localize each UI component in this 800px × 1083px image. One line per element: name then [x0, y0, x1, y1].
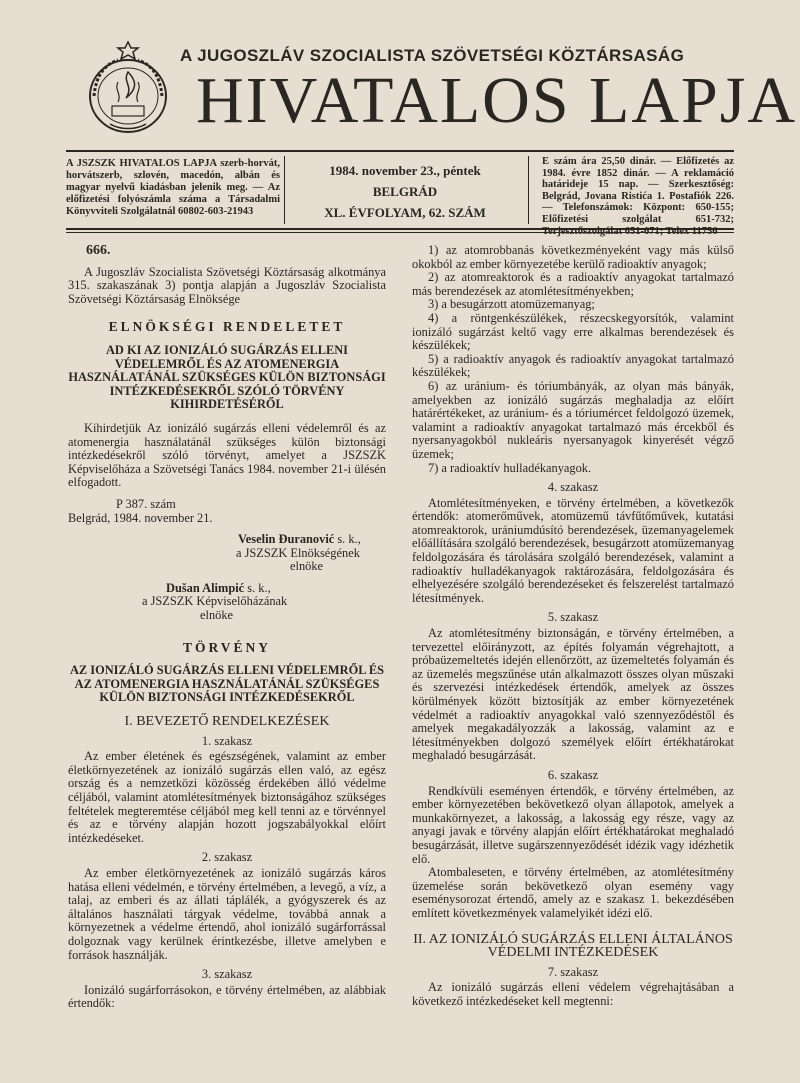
issue-date: 1984. november 23., péntek [329, 163, 481, 178]
masthead-rule [66, 150, 734, 152]
section2-text: Az ember életkörnyezetének az ionizáló sugárzás káros hatása elleni védelmén, e törvény értelmében, a levegő, a víz, a talaj, az emberi és az állati táplálék, a gyógyszerek és az általános használati tárgyak védelme, továbbá annak a környezetnek a védelme értendő, ahol ionizáló sugárforrással dolgoznak vagy kerülnek érintkezésbe, illetve amelyben e források használják. [68, 865, 386, 962]
section3-text: Ionizáló sugárforrásokon, e törvény értelmében, az alábbiak értendők: [68, 982, 386, 1011]
masthead-title: HIVATALOS LAPJA [196, 64, 798, 137]
section4-heading: 4. szakasz [547, 480, 599, 495]
decree-subject: AD KI AZ IONIZÁLÓ SUGÁRZÁS ELLENI VÉDELEMRŐL ÉS AZ ATOMENERGIA HASZNÁLATÁNÁL SZÜKSÉGES KÜLÖN BIZTONSÁGI INTÉZKEDÉSEKRŐL SZÓLÓ TÖRVÉNY KIHIRDETÉSÉRŐL [68, 342, 386, 412]
list-item-6: 6) az uránium- és tóriumbányák, az olyan más bányák, amelyekben az ionizáló sugárzás meghaladja az előírt határértékeket, az uránium- és a tóriumércet feldolgozó üzemek, valamint a radioaktív anyagokat tartalmazó más ércekből és nyersanyagokból nukleáris nyersanyagok kinyerését végző üzemek; [412, 378, 734, 461]
left-column [68, 244, 386, 1011]
proclamation-paragraph: Kihirdetjük Az ionizáló sugárzás elleni védelemről és az atomenergia használatánál szükséges külön biztonsági intézkedésekről szóló törvényt, amelyet a JSZSZK Képviselőháza a Szövetségi Tanács 1984. november 21-i ülésén elfogadott. [68, 420, 386, 490]
masthead-superline: A JUGOSZLÁV SZOCIALISTA SZÖVETSÉGI KÖZTÁRSASÁG [180, 46, 685, 65]
decree-title: ELNÖKSÉGI RENDELETET [108, 319, 346, 335]
price-info: E szám ára 25,50 dinár. — Előfizetés az 1984. évre 1852 dinár. — A reklamáció határideje 15 nap. — Szerkesztőség: Belgrád, Jovana Ristića 1. Postafiók 226. — Telefonszámok: Központ: 650-155; Előfizetési szolgálat 651-732; [542, 156, 734, 225]
list-item-3: 3) a besugárzott atomüzemanyag; [428, 297, 595, 312]
signer2-role-a: a JSZSZK Képviselőházának [142, 594, 288, 609]
signer2 [68, 582, 386, 596]
signer1-suffix: s. k., [334, 532, 361, 547]
signer1-name: Veselin Đuranović [238, 532, 335, 547]
publication-info: A JSZSZK HIVATALOS LAPJA szerb-horvát, horvátszerb, szlovén, macedón, albán és magyar nyelvű kiadásban jelenik meg. — Az előfizetési folyószámla száma a Társadalmi Könyvviteli Szolgálatnál 60802-603-21943 [66, 158, 280, 217]
signer2-name: Dušan Alimpić [166, 580, 245, 595]
reference-number: P 387. szám [116, 496, 176, 511]
list-item-1: 1) az atomrobbanás következményeként vagy más külső okokból az ember környezetébe kerülő radioaktív anyagok; [412, 243, 734, 271]
list-item-4: 4) a röntgenkészülékek, részecskegyorsítók, valamint ionizáló sugárzást keltő vagy erre alkalmas berendezések és készülékek; [412, 310, 734, 353]
reference-place-date: Belgrád, 1984. november 21. [68, 510, 213, 525]
section2-heading: 2. szakasz [201, 850, 253, 865]
header-bottom-rule-thin [66, 232, 734, 233]
part1-title: I. BEVEZETŐ RENDELKEZÉSEK [124, 714, 330, 730]
section5-heading: 5. szakasz [547, 610, 599, 625]
section7-heading: 7. szakasz [547, 964, 599, 979]
list-item-5: 5) a radioaktív anyagok és radioaktív anyagokat tartalmazó készülékek; [412, 351, 734, 380]
part2-title: II. AZ IONIZÁLÓ SUGÁRZÁS ELLENI ÁLTALÁNOS VÉDELMI INTÉZKEDÉSEK [413, 931, 733, 961]
list-item-7: 7) a radioaktív hulladékanyagok. [428, 460, 592, 475]
state-emblem-icon [82, 38, 174, 138]
info-divider-right [528, 156, 529, 224]
signer2-role-b: elnöke [200, 608, 234, 623]
section6-text-b: Atombaleseten, e törvény értelmében, az atomlétesítmény üzemelése során bekövetkező olyan esemény vagy eseménysorozat értendő, amely az e szakasz 1. bekezdésében említett következmények valamelyikét idézi elő. [412, 865, 734, 920]
section6-heading: 6. szakasz [547, 767, 599, 782]
issue-info [292, 160, 518, 223]
section1-text: Az ember életének és egészségének, valamint az ember életkörnyezetének az ionizáló sugárzás ellen való, az egész ország és a nemzetközi közösség érdekében álló védelme céljából, valamint atomlétesítmények biztonságához szükséges feltételek megteremtése céljából meg kell tenni az e törvénnyel és az e törvény alapján hozott jogszabályokkal előírt intézkedéseket. [68, 749, 386, 845]
section5-text: Az atomlétesítmény biztonságán, e törvény értelmében, a tervezettel előirányzott, az építés folyamán végrehajtott, a próbaüzemeltetés idején ellenőrzött, az üzemeltetés folyamán és az üzemelés megszűnése után alkalmazott összes olyan műszaki és szervezési intézkedések értendők, amelyek az összes körülmények között biztosítják az ember környezetének védelmét a radioaktív anyagokkal való szennyeződéstől és amelyek megakadályozzák a lakosság, valamint az e létesítményekben dolgozó személyek előírt értékhatárokat meghaladó besugárzását. [412, 626, 734, 763]
section1-heading: 1. szakasz [201, 733, 253, 748]
issue-place: BELGRÁD [372, 184, 438, 199]
signer1 [68, 533, 386, 547]
signer1-role-a: a JSZSZK Elnökségének [236, 545, 360, 560]
law-title: TÖRVÉNY [182, 639, 272, 655]
list-item-2: 2) az atomreaktorok és a radioaktív anyagokat tartalmazó más berendezések az atomlétesítményekben; [412, 270, 734, 298]
section3-heading: 3. szakasz [201, 967, 253, 982]
info-divider-left [284, 156, 285, 224]
right-column [412, 244, 734, 1008]
intro-paragraph: A Jugoszláv Szocialista Szövetségi Köztársaság alkotmánya 315. szakaszának 3) pontja alapján a Jugoszláv Szocialista Szövetségi Köztársaság Elnöksége [68, 264, 386, 306]
header-bottom-rule [66, 228, 734, 230]
section6-text-a: Rendkívüli eseményen értendők, e törvény értelmében, az ember környezetében bekövetkező olyan állapotok, amelyek a munkakörnyezet, a lakosság, a lakosság egy része, vagy az anyagi javak e törvény alapján előírt értékhatárokat meghaladó besugárzását, illetve sugárszennyeződését idézik vagy idézhetik elő. [412, 783, 734, 866]
document-number: 666. [86, 243, 111, 258]
issue-volume: XL. ÉVFOLYAM, 62. SZÁM [324, 205, 486, 220]
signer2-suffix: s. k., [244, 580, 271, 595]
section4-text: Atomlétesítményeken, e törvény értelmében, a következők értendők: atomerőművek, atomüzemű távfűtőművek, kutatási atomreaktorok, urániumdúsító berendezések, üzemanyagelemek előállítására szolgáló berendezések, besugárzott atomüzemanyag feldolgozására és tárolására szolgáló berendezések, valamint a radioaktív hulladékanyagok raktározására, feldolgozására és elhelyezésére szolgáló berendezéseket és felszerelést tartalmazó létesítmények. [412, 495, 734, 605]
law-subject: AZ IONIZÁLÓ SUGÁRZÁS ELLENI VÉDELEMRŐL ÉS AZ ATOMENERGIA HASZNÁLATÁNÁL SZÜKSÉGES KÜLÖN BIZTONSÁGI INTÉZKEDÉSEKRŐL [69, 663, 385, 705]
signer1-role-b: elnöke [290, 559, 324, 574]
section7-text: Az ionizáló sugárzás elleni védelem végrehajtásában a következő intézkedéseket kell megtenni: [412, 980, 734, 1008]
